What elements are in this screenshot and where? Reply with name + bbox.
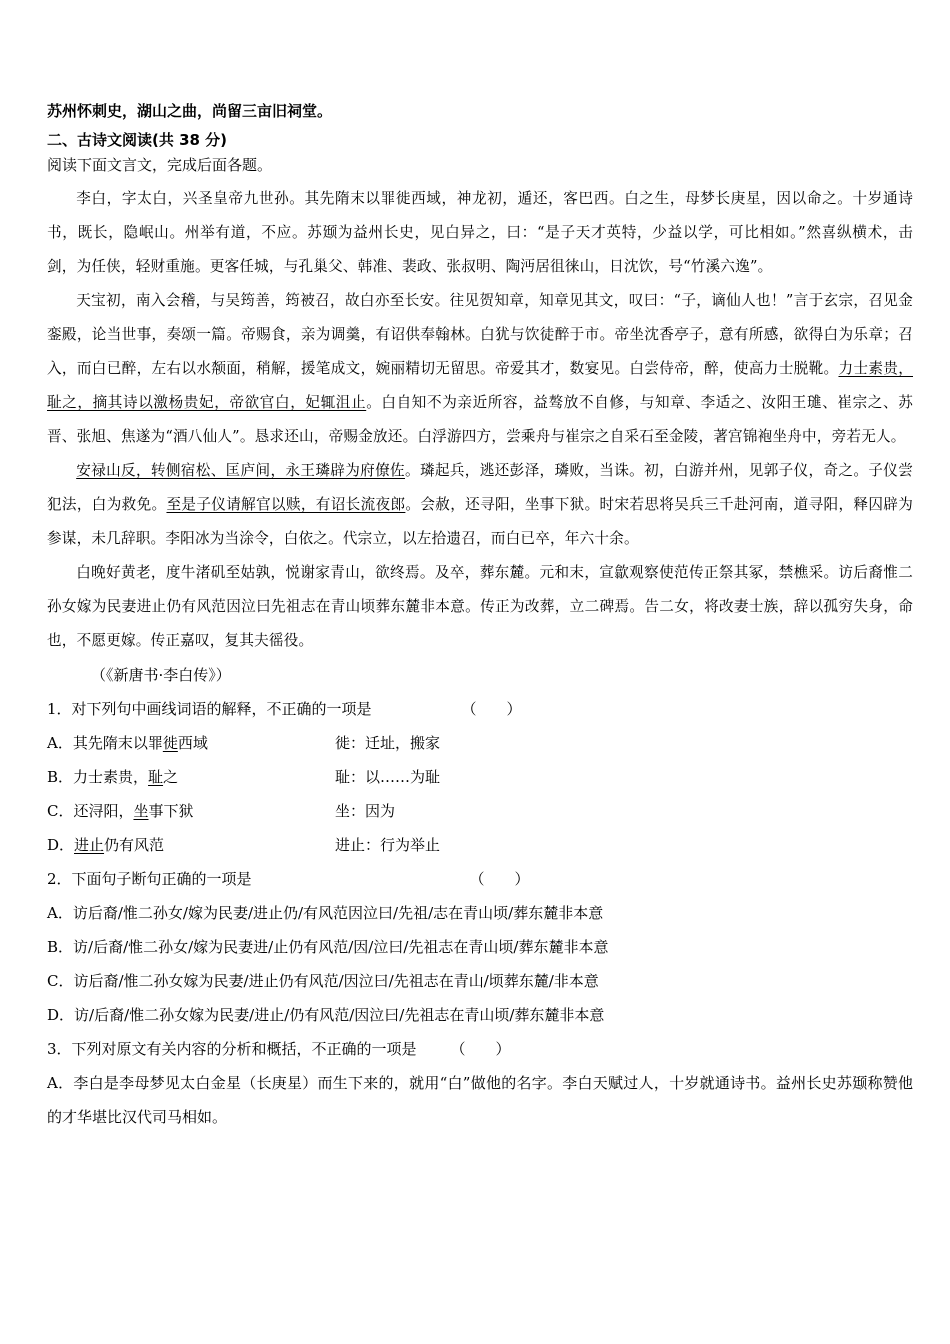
option-gloss: 坐：因为	[335, 802, 396, 820]
question-2-option-d: D．访/后裔/惟二孙女嫁为民妻/进止/仍有风范/因泣曰/先祖志在青山顷/葬东麓非本意	[47, 1006, 605, 1024]
underlined-sentence-3: 至是子仪请解官以赎，有诏长流夜郎	[166, 496, 406, 513]
answer-blank: （ ）	[450, 1040, 511, 1058]
question-2-option-b: B．访/后裔/惟二孙女/嫁为民妻进/止仍有风范/因/泣曰/先祖志在青山顷/葬东麓非本意	[47, 938, 609, 956]
section-title: 二、古诗文阅读(共 38 分)	[47, 131, 228, 149]
paragraph-2-text-a: 天宝初，南入会稽，与吴筠善，筠被召，故白亦至长安。往见贺知章，知章见其文，叹曰：“子，谪仙人也！”言于玄宗，召见金銮殿，论当世事，奏颂一篇。帝赐食，亲为调羹，有诏供奉翰林。白犹与饮徒醉于市。帝坐沈香亭子，意有所感，欲得白为乐章；召入，而白已醉，左右以水颒面，稍解，援笔成文，婉丽精切无留思。帝爱其才，数宴见。白尝侍帝，醉，使高力士脱靴。	[47, 292, 913, 377]
option-text: 事下狱	[148, 802, 194, 820]
option-sentence	[47, 726, 335, 760]
underlined-sentence-2: 安禄山反，转侧宿松、匡庐间，永王璘辟为府僚佐	[76, 462, 405, 479]
question-3-option-a: A．李白是李母梦见太白金星（长庚星）而生下来的，就用“白”做他的名字。李白天赋过人，十岁就通诗书。益州长史苏颋称赞他的才华堪比汉代司马相如。	[47, 1074, 913, 1126]
option-text: 之	[163, 768, 179, 786]
option-sentence	[47, 760, 335, 794]
paragraph-3-text-a: 。璘起兵，逃还彭泽，璘败，当诛。初，白游并州，见郭子仪，奇之。子仪尝犯法，白为救免。	[47, 462, 913, 513]
underlined-word: 耻	[148, 768, 164, 786]
source-citation: （《新唐书·李白传》）	[91, 666, 231, 684]
question-2-stem	[47, 862, 913, 896]
paragraph-3-text-b: 。会赦，还寻阳，坐事下狱。时宋若思将吴兵三千赴河南，道寻阳，释囚辟为参谋，未几辞职。李阳冰为当涂令，白依之。代宗立，以左拾遗召，而白已卒，年六十余。	[47, 496, 913, 547]
question-3-stem	[47, 1032, 913, 1066]
option-sentence	[47, 794, 335, 828]
document-page	[47, 96, 913, 1134]
option-text: C．还浔阳，	[47, 802, 134, 820]
question-1-option-a	[47, 726, 913, 760]
paragraph-2-text-b: 。白自知不为亲近所容，益骜放不自修，与知章、李适之、汝阳王璡、崔宗之、苏晋、张旭、焦遂为“酒八仙人”。恳求还山，帝赐金放还。白浮游四方，尝乘舟与崔宗之自采石至金陵，著宫锦袍坐舟中，旁若无人。	[47, 394, 913, 445]
paragraph-1: 李白，字太白，兴圣皇帝九世孙。其先隋末以罪徙西域，神龙初，遁还，客巴西。白之生，母梦长庚星，因以命之。十岁通诗书，既长，隐岷山。州举有道，不应。苏颋为益州长史，见白异之，曰：“是子天才英特，少益以学，可比相如。”然喜纵横术，击剑，为任侠，轻财重施。更客任城，与孔巢父、韩准、裴政、张叔明、陶沔居徂徕山，日沈饮，号“竹溪六逸”。	[47, 190, 913, 275]
option-gloss: 徙：迁址，搬家	[335, 734, 441, 752]
underlined-word: 进止	[74, 836, 105, 854]
underlined-word: 坐	[133, 802, 149, 820]
instruction: 阅读下面文言文，完成后面各题。	[47, 156, 273, 174]
paragraph-2	[47, 284, 913, 454]
answer-blank: （ ）	[461, 700, 522, 718]
underlined-sentence-1: 力士素贵，耻之，摘其诗以激杨贵妃，帝欲官白，妃辄沮止	[47, 360, 913, 411]
question-1-option-b	[47, 760, 913, 794]
option-text: 西域	[177, 734, 208, 752]
paragraph-4: 白晚好黄老，度牛渚矶至姑孰，悦谢家青山，欲终焉。及卒，葬东麓。元和末，宣歙观察使范传正祭其冢，禁樵采。访后裔惟二孙女嫁为民妻进止仍有风范因泣曰先祖志在青山顷葬东麓非本意。传正为改葬，立二碑焉。告二女，将改妻士族，辞以孤穷失身，命也，不愿更嫁。传正嘉叹，复其夫徭役。	[47, 564, 913, 649]
option-text: D．	[47, 836, 75, 854]
option-sentence	[47, 828, 335, 862]
option-gloss: 进止：行为举止	[335, 836, 441, 854]
classical-passage	[47, 182, 913, 658]
question-1-option-d	[47, 828, 913, 862]
answer-blank: （ ）	[469, 870, 530, 888]
underlined-word: 徙	[162, 734, 178, 752]
question-1-stem	[47, 692, 913, 726]
question-2-option-a: A．访后裔/惟二孙女/嫁为民妻/进止仍/有风范因泣曰/先祖/志在青山顷/葬东麓非本意	[47, 904, 604, 922]
option-gloss: 耻：以……为耻	[335, 768, 441, 786]
question-3-text: 3．下列对原文有关内容的分析和概括，不正确的一项是	[47, 1040, 417, 1058]
question-2-option-c: C．访后裔/惟二孙女嫁为民妻/进止仍有风范/因泣曰/先祖志在青山/顷葬东麓/非本意	[47, 972, 599, 990]
question-1-text: 1．对下列句中画线词语的解释，不正确的一项是	[47, 700, 372, 718]
question-2-text: 2．下面句子断句正确的一项是	[47, 870, 252, 888]
question-1-option-c	[47, 794, 913, 828]
header-line: 苏州怀刺史，湖山之曲，尚留三亩旧祠堂。	[47, 102, 333, 120]
option-text: A．其先隋末以罪	[47, 734, 163, 752]
option-text: 仍有风范	[104, 836, 165, 854]
paragraph-3	[47, 454, 913, 556]
option-text: B．力士素贵，	[47, 768, 149, 786]
